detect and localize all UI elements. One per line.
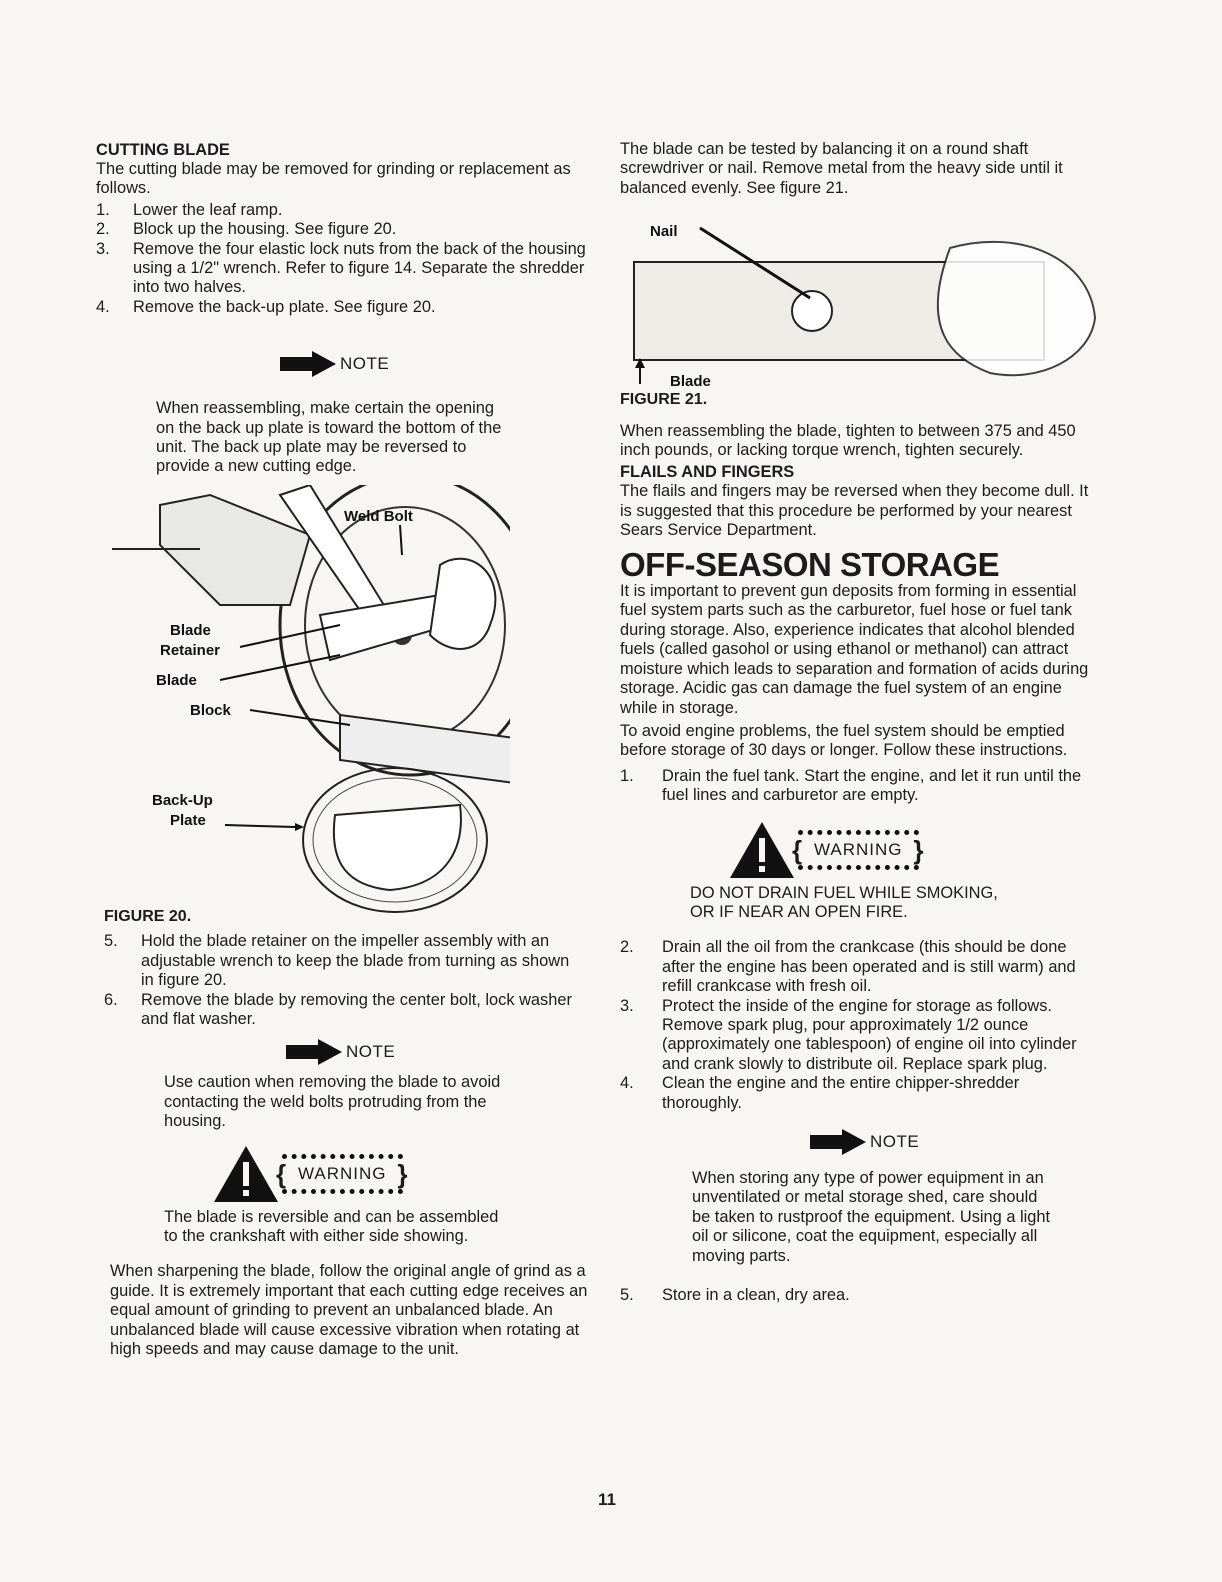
left-column xyxy=(96,140,586,1359)
label-blade-retainer-2: Retainer xyxy=(160,641,221,659)
balance-text: The blade can be tested by balancing it on a round shaft screwdriver or nail. Remove metal from the heavy side until it balanced evenly. See figure 21. xyxy=(620,140,1063,197)
list-item: 6. Remove the blade by removing the center bolt, lock washer and flat washer. xyxy=(104,990,572,1028)
storage-p2: To avoid engine problems, the fuel system should be emptied before storage of 30 days or longer. Follow these instructions. xyxy=(620,721,1068,760)
hand-shape xyxy=(430,559,495,649)
warning-2 xyxy=(730,822,1100,878)
list-item: 2. Block up the housing. See figure 20. xyxy=(96,220,397,239)
storage-step-5 xyxy=(620,1286,1100,1305)
list-item: 4. Remove the back-up plate. See figure 20. xyxy=(96,297,436,316)
figure-20-caption: FIGURE 20. xyxy=(104,907,192,925)
storage-steps-c xyxy=(620,938,1100,1016)
hand-shape xyxy=(938,242,1095,375)
cutting-blade-intro: The cutting blade may be removed for grinding or replacement as follows. xyxy=(96,160,571,198)
reassemble-text: When reassembling the blade, tighten to between 375 and 450 inch pounds, or lacking torque wrench, tighten securely. xyxy=(620,421,1076,460)
note-3-label: NOTE xyxy=(870,1132,920,1151)
flails-heading: FLAILS AND FINGERS xyxy=(620,463,795,482)
list-item: 3. Remove the four elastic lock nuts from the back of the housing using a 1/2" wrench. Refer to figure 14. Separate the shredder into two halves. xyxy=(96,239,586,297)
warning-1-text: The blade is reversible and can be assembled to the crankshaft with either side showing. xyxy=(164,1207,499,1245)
steps-list-b xyxy=(104,932,586,1029)
list-item: 4. Clean the engine and the entire chipper-shredder thoroughly. xyxy=(620,1074,1020,1112)
storage-title: OFF-SEASON STORAGE xyxy=(620,545,1000,583)
note-1 xyxy=(280,351,586,377)
list-item: 5. Store in a clean, dry area. xyxy=(620,1286,850,1305)
step-3-sub: Remove spark plug, pour approximately 1/2 ounce (approximately one tablespoon) of engine oil into cylinder and crank slowly to distribute oil. Replace spark plug. xyxy=(662,1015,1077,1073)
label-backup-1: Back-Up xyxy=(152,791,213,809)
list-item: 1. Lower the leaf ramp. xyxy=(96,200,283,219)
note-2-text: Use caution when removing the blade to avoid contacting the weld bolts protruding from the housing. xyxy=(164,1073,501,1131)
warning-1 xyxy=(214,1146,586,1202)
steps-list-a xyxy=(96,201,586,317)
sharpening-text: When sharpening the blade, follow the original angle of grind as a guide. It is extremely important that each cutting edge receives an equal amount of grinding to prevent an unbalanced blade. An unbalanced blade will cause excessive vibration when rotating at high speeds and may cause damage to the unit. xyxy=(110,1262,588,1358)
warning-triangle-icon xyxy=(730,822,794,878)
note-2-label: NOTE xyxy=(346,1042,396,1062)
storage-p1: It is important to prevent gun deposits from forming in essential fuel system parts such as the carburetor, fuel hose or fuel tank during storage. Also, experience indicates that alcohol blended fuels (called gasohol or using ethanol or methanol) can attract moisture which leads to separation and formation of acids during storage. Acidic gas can damage the fuel system of an engine while in storage. xyxy=(620,582,1089,717)
label-weld-bolt: Weld Bolt xyxy=(344,507,413,525)
warning-triangle-icon xyxy=(214,1146,278,1202)
label-block: Block xyxy=(190,701,231,719)
figure-21-caption: FIGURE 21. xyxy=(620,391,708,409)
figure-20-illustration xyxy=(90,485,510,915)
list-item: 5. Hold the blade retainer on the impeller assembly with an adjustable wrench to keep the blade from turning as shown in figure 20. xyxy=(104,932,570,990)
arrow-icon xyxy=(280,351,336,377)
note-3-text: When storing any type of power equipment in an unventilated or metal storage shed, care should be taken to rustproof the equipment. Using a light oil or silicone, coat the equipment, especially all moving parts. xyxy=(692,1169,1051,1265)
page-number: 11 xyxy=(598,1490,616,1509)
label-blade-21: Blade xyxy=(670,373,711,389)
storage-step-1 xyxy=(620,767,1100,806)
arrow-icon xyxy=(286,1039,342,1065)
list-item: 2. Drain all the oil from the crankcase (this should be done after the engine has been operated and is still warm) and refill crankcase with fresh oil. xyxy=(620,938,1076,996)
note-3 xyxy=(810,1129,1100,1155)
cutting-blade-heading: CUTTING BLADE xyxy=(96,141,230,159)
warning-2-label: { WARNING } xyxy=(798,830,919,870)
note-1-text: When reassembling, make certain the opening on the back up plate is toward the bottom of the unit. The back up plate may be reversed to provide a new cutting edge. xyxy=(156,399,502,476)
label-backup-2: Plate xyxy=(170,811,206,829)
label-nail: Nail xyxy=(650,223,678,241)
note-2 xyxy=(286,1039,586,1065)
figure-21-illustration xyxy=(620,208,1100,388)
arrow-icon xyxy=(810,1129,866,1155)
list-item: 1. Drain the fuel tank. Start the engine, and let it run until the fuel lines and carburetor are empty. xyxy=(620,766,1082,805)
storage-step-4 xyxy=(620,1074,1100,1113)
nail-hole xyxy=(792,291,832,331)
warning-2-line1: DO NOT DRAIN FUEL WHILE SMOKING, xyxy=(690,883,998,902)
warning-1-label: { WARNING } xyxy=(282,1154,403,1194)
right-column xyxy=(620,140,1100,1305)
flails-text: The flails and fingers may be reversed when they become dull. It is suggested that this procedure be performed by your nearest Sears Service Department. xyxy=(620,482,1089,540)
label-blade-retainer-1: Blade xyxy=(170,621,211,639)
warning-2-line2: OR IF NEAR AN OPEN FIRE. xyxy=(690,902,908,921)
note-1-label: NOTE xyxy=(340,354,390,374)
list-item: 3. Protect the inside of the engine for storage as follows. xyxy=(620,996,1052,1015)
label-blade: Blade xyxy=(156,671,197,689)
